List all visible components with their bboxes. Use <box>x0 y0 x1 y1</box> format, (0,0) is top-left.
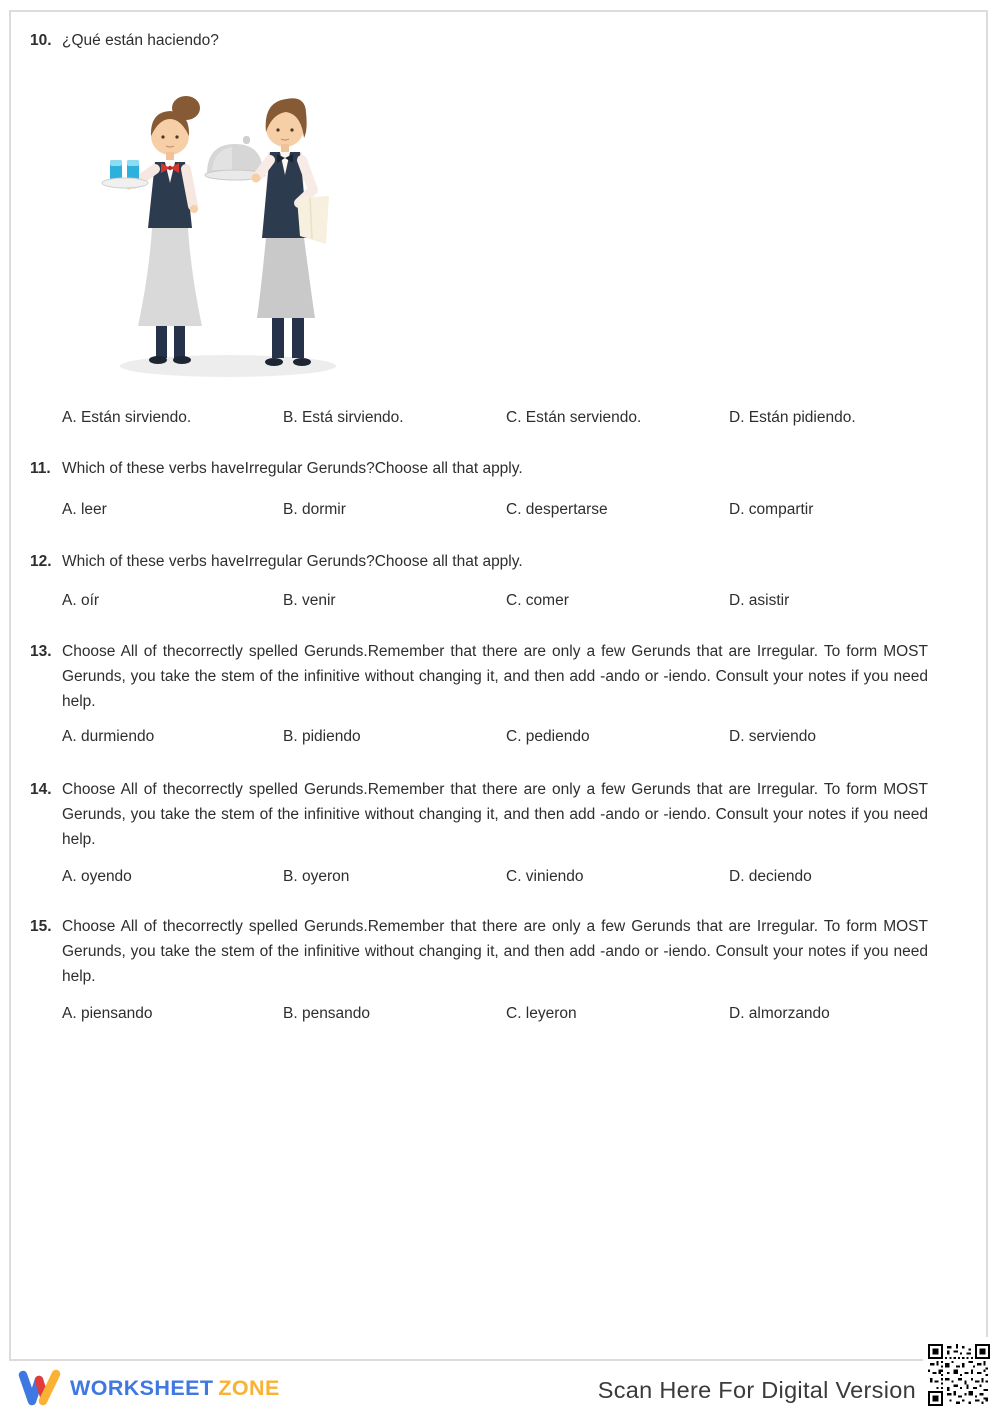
option-d: D. serviendo <box>729 728 817 745</box>
option-c: C. Están serviendo. <box>506 409 642 426</box>
option-d: D. compartir <box>729 501 814 518</box>
question-11-options <box>62 500 982 522</box>
question-number: 14. <box>30 781 52 798</box>
question-text: Choose All of thecorrectly spelled Gerunds.Remember that there are only a few Gerunds that are Irregular. To form MOST Gerunds, you take the stem of the infinitive without changing it, and then add -ando or -iendo. Consult your notes if you need help. <box>62 918 928 985</box>
option-c: C. despertarse <box>506 501 608 518</box>
question-text: Which of these verbs haveIrregular Gerunds?Choose all that apply. <box>62 460 523 477</box>
option-b: B. oyeron <box>283 868 350 885</box>
option-d: D. deciendo <box>729 868 812 885</box>
question-10 <box>30 28 928 53</box>
question-number: 12. <box>30 553 52 570</box>
question-14-options <box>62 867 982 889</box>
option-a: A. durmiendo <box>62 728 155 745</box>
option-b: B. venir <box>283 592 336 609</box>
option-d: D. Están pidiendo. <box>729 409 856 426</box>
two-waiters-illustration <box>100 86 350 378</box>
question-10-options <box>62 408 982 430</box>
waiter-figure <box>205 98 329 366</box>
question-12 <box>30 549 928 574</box>
question-number: 15. <box>30 918 52 935</box>
question-number: 10. <box>30 32 52 49</box>
qr-code-icon <box>928 1344 990 1406</box>
option-c: C. leyeron <box>506 1005 577 1022</box>
waitress-figure <box>102 96 202 364</box>
option-a: A. leer <box>62 501 107 518</box>
question-13-options <box>62 727 982 749</box>
question-number: 11. <box>30 460 51 477</box>
question-15 <box>30 914 928 989</box>
option-c: C. comer <box>506 592 569 609</box>
option-d: D. asistir <box>729 592 790 609</box>
scan-here-text: Scan Here For Digital Version <box>597 1377 916 1403</box>
option-c: C. viniendo <box>506 868 584 885</box>
logo-text-worksheet: WORKSHEET <box>70 1375 214 1400</box>
logo-w-icon <box>18 1368 62 1408</box>
qr-code <box>923 1337 995 1413</box>
option-a: A. piensando <box>62 1005 153 1022</box>
option-b: B. pensando <box>283 1005 371 1022</box>
question-12-options <box>62 591 982 613</box>
option-b: B. dormir <box>283 501 346 518</box>
question-11 <box>30 456 928 481</box>
question-14 <box>30 777 928 852</box>
option-c: C. pediendo <box>506 728 590 745</box>
question-text: Choose All of thecorrectly spelled Gerunds.Remember that there are only a few Gerunds that are Irregular. To form MOST Gerunds, you take the stem of the infinitive without changing it, and then add -ando or -iendo. Consult your notes if you need help. <box>62 643 928 710</box>
question-text: ¿Qué están haciendo? <box>62 32 219 49</box>
option-d: D. almorzando <box>729 1005 830 1022</box>
question-number: 13. <box>30 643 52 660</box>
option-a: A. Están sirviendo. <box>62 409 192 426</box>
worksheet-zone-logo <box>18 1368 280 1408</box>
question-text: Which of these verbs haveIrregular Gerunds?Choose all that apply. <box>62 553 523 570</box>
question-15-options <box>62 1004 982 1026</box>
option-a: A. oyendo <box>62 868 132 885</box>
option-b: B. pidiendo <box>283 728 361 745</box>
question-13 <box>30 639 928 714</box>
option-b: B. Está sirviendo. <box>283 409 404 426</box>
logo-text-zone: ZONE <box>218 1375 280 1400</box>
question-text: Choose All of thecorrectly spelled Gerunds.Remember that there are only a few Gerunds that are Irregular. To form MOST Gerunds, you take the stem of the infinitive without changing it, and then add -ando or -iendo. Consult your notes if you need help. <box>62 781 928 848</box>
option-a: A. oír <box>62 592 100 609</box>
